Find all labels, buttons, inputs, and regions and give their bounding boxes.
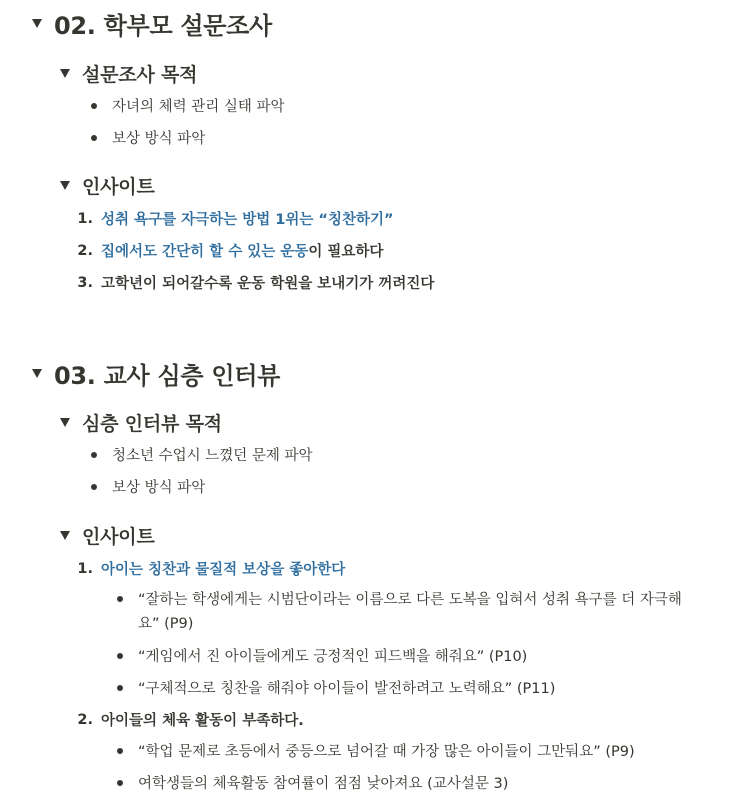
- quote-list-item: [117, 772, 698, 796]
- list-item-text: 청소년 수업시 느꼈던 문제 파악: [112, 448, 313, 464]
- bullet-icon: [91, 135, 97, 141]
- list-item: [91, 476, 740, 497]
- toggle-triangle-icon[interactable]: [60, 531, 70, 540]
- bullet-icon: [117, 596, 123, 602]
- insights-toggle-heading[interactable]: [60, 522, 740, 549]
- quote-text: 여학생들의 체육활동 참여률이 점점 낮아져요 (교사설문 3): [138, 776, 509, 792]
- item-number: 2.: [77, 711, 93, 728]
- purpose-toggle-heading[interactable]: [60, 409, 740, 436]
- bullet-icon: [117, 748, 123, 754]
- insights-toggle-heading[interactable]: [60, 172, 740, 199]
- item-number: 2.: [77, 242, 93, 259]
- item-text: 이 필요하다: [308, 244, 384, 260]
- numbered-item: [75, 558, 740, 579]
- bullet-icon: [91, 452, 97, 458]
- item-text: 아이들의 체육 활동이 부족하다.: [101, 713, 304, 729]
- quote-text: “학업 문제로 초등에서 중등으로 넘어갈 때 가장 많은 아이들이 그만둬요” (P9): [138, 744, 635, 760]
- quote-list-item: [117, 645, 698, 669]
- bullet-icon: [117, 780, 123, 786]
- numbered-item: [75, 240, 740, 261]
- toggle-triangle-icon[interactable]: [60, 181, 70, 190]
- list-item: [91, 444, 740, 465]
- item-number: 1.: [77, 210, 93, 227]
- bullet-icon: [117, 685, 123, 691]
- subsection-heading: 인사이트: [82, 176, 155, 198]
- section-02-toggle-heading[interactable]: [32, 6, 740, 41]
- numbered-item: [75, 272, 740, 293]
- list-item-text: 보상 방식 파악: [112, 480, 206, 496]
- section-03-toggle-heading[interactable]: [32, 356, 740, 391]
- toggle-triangle-icon[interactable]: [60, 418, 70, 427]
- quote-text: “구체적으로 칭찬을 해줘야 아이들이 발전하려고 노력해요” (P11): [138, 681, 556, 697]
- bullet-icon: [117, 653, 123, 659]
- subsection-heading: 설문조사 목적: [82, 64, 198, 86]
- numbered-item: [75, 208, 740, 229]
- purpose-toggle-heading[interactable]: [60, 60, 740, 87]
- highlight-text: 성취 욕구를 자극하는 방법 1위는 “칭찬하기”: [101, 212, 394, 228]
- highlight-text: 집에서도 간단히 할 수 있는 운동: [101, 244, 309, 260]
- item-number: 1.: [77, 560, 93, 577]
- list-item: [91, 95, 740, 116]
- toggle-triangle-icon[interactable]: [32, 19, 42, 28]
- quote-list-item: [117, 588, 698, 636]
- section-title: 02. 학부모 설문조사: [54, 12, 272, 40]
- bullet-icon: [91, 103, 97, 109]
- item-text: 고학년이 되어갈수록 운동 학원을 보내기가 꺼려진다: [101, 276, 435, 292]
- item-number: 3.: [77, 274, 93, 291]
- numbered-item: [75, 709, 740, 730]
- subsection-heading: 심층 인터뷰 목적: [82, 413, 222, 435]
- quote-text: “게임에서 진 아이들에게도 긍정적인 피드백을 해줘요” (P10): [138, 649, 528, 665]
- list-item-text: 보상 방식 파악: [112, 131, 206, 147]
- list-item: [91, 127, 740, 148]
- quote-list-item: [117, 677, 698, 701]
- toggle-triangle-icon[interactable]: [32, 369, 42, 378]
- quote-list-item: [117, 740, 698, 764]
- subsection-heading: 인사이트: [82, 526, 155, 548]
- section-title: 03. 교사 심층 인터뷰: [54, 362, 280, 390]
- toggle-triangle-icon[interactable]: [60, 69, 70, 78]
- quote-text: “잘하는 학생에게는 시범단이라는 이름으로 다른 도복을 입혀서 성취 욕구를 더 자극해요” (P9): [138, 592, 682, 632]
- highlight-text: 아이는 칭찬과 물질적 보상을 좋아한다: [101, 562, 346, 578]
- list-item-text: 자녀의 체력 관리 실태 파악: [112, 99, 285, 115]
- bullet-icon: [91, 484, 97, 490]
